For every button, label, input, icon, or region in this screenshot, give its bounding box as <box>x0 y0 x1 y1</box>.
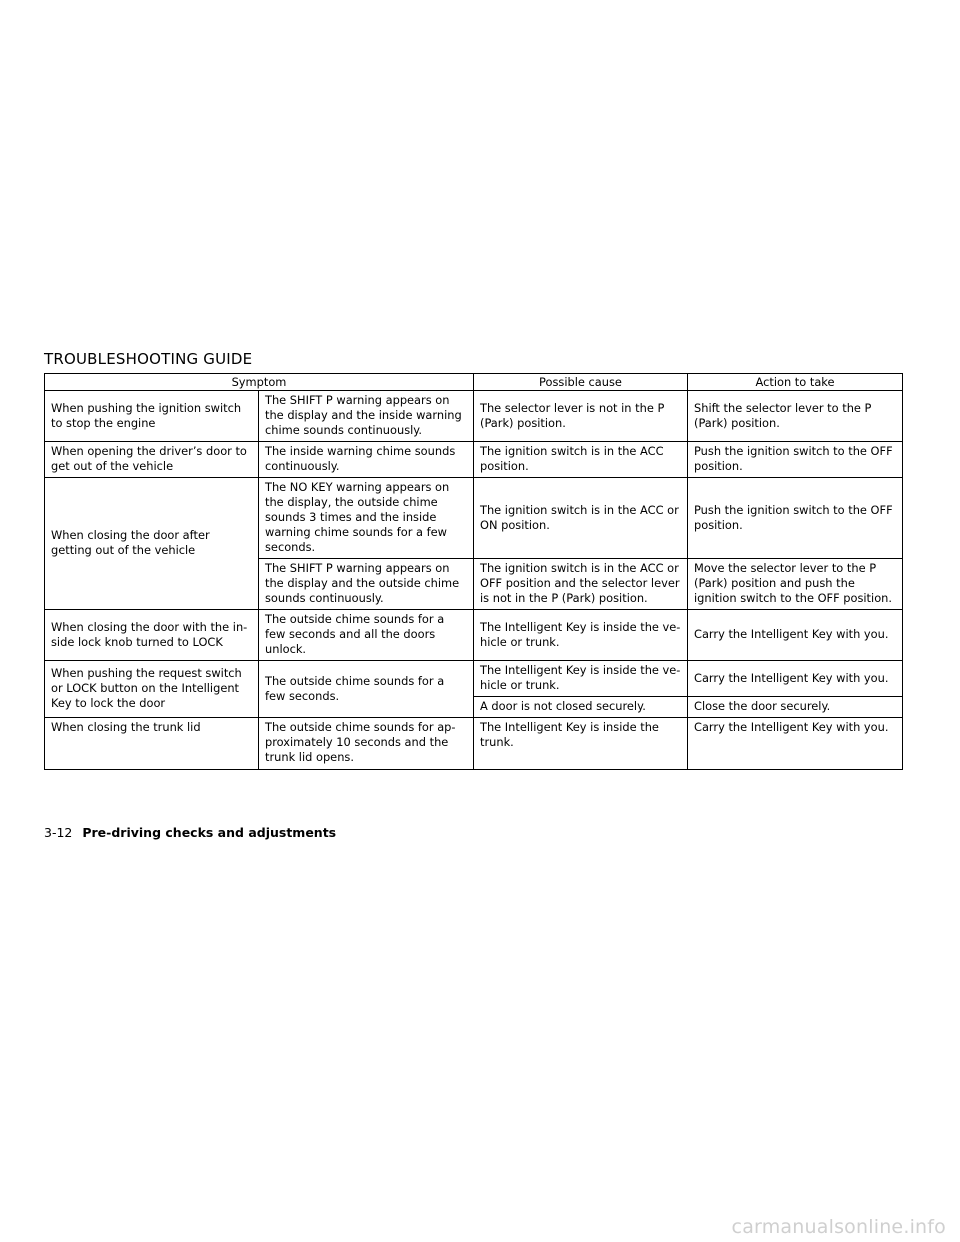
cause-cell: The selector lever is not in the P (Park) position. <box>474 391 688 442</box>
indication-cell: The NO KEY warning appears on the display, the outside chime sounds 3 times and the inside warning chime sounds for a few seconds. <box>259 478 474 559</box>
table-row <box>45 661 903 697</box>
indication-cell: The outside chime sounds for ap-proximately 10 seconds and the trunk lid opens. <box>259 718 474 770</box>
action-cell: Carry the Intelligent Key with you. <box>688 718 903 770</box>
table-row <box>45 391 903 442</box>
cause-cell: The Intelligent Key is inside the trunk. <box>474 718 688 770</box>
indication-cell: The inside warning chime sounds continuously. <box>259 442 474 478</box>
action-cell: Push the ignition switch to the OFF position. <box>688 478 903 559</box>
symptom-cell: When pushing the request switch or LOCK button on the Intelligent Key to lock the door <box>45 661 259 718</box>
action-cell: Move the selector lever to the P (Park) position and push the ignition switch to the OFF position. <box>688 559 903 610</box>
cause-cell: A door is not closed securely. <box>474 697 688 718</box>
action-cell: Carry the Intelligent Key with you. <box>688 610 903 661</box>
table-row <box>45 610 903 661</box>
page-number: 3-12 <box>44 825 73 840</box>
chapter-title: Pre-driving checks and adjustments <box>82 825 337 840</box>
table-row <box>45 718 903 770</box>
cause-cell: The ignition switch is in the ACC position. <box>474 442 688 478</box>
header-possible-cause: Possible cause <box>474 374 688 391</box>
cause-cell: The ignition switch is in the ACC or OFF position and the selector lever is not in the P (Park) position. <box>474 559 688 610</box>
cause-cell: The Intelligent Key is inside the ve-hicle or trunk. <box>474 661 688 697</box>
action-cell: Close the door securely. <box>688 697 903 718</box>
symptom-cell: When closing the trunk lid <box>45 718 259 770</box>
table-row <box>45 478 903 559</box>
indication-cell: The SHIFT P warning appears on the display and the inside warning chime sounds continuously. <box>259 391 474 442</box>
symptom-cell: When closing the door after getting out of the vehicle <box>45 478 259 610</box>
symptom-cell: When opening the driver’s door to get out of the vehicle <box>45 442 259 478</box>
symptom-cell: When closing the door with the in-side lock knob turned to LOCK <box>45 610 259 661</box>
troubleshooting-table <box>44 373 903 770</box>
cause-cell: The ignition switch is in the ACC or ON position. <box>474 478 688 559</box>
action-cell: Shift the selector lever to the P (Park) position. <box>688 391 903 442</box>
action-cell: Push the ignition switch to the OFF position. <box>688 442 903 478</box>
header-symptom: Symptom <box>45 374 474 391</box>
symptom-cell: When pushing the ignition switch to stop the engine <box>45 391 259 442</box>
header-action-to-take: Action to take <box>688 374 903 391</box>
table-header-row <box>45 374 903 391</box>
indication-cell: The SHIFT P warning appears on the display and the outside chime sounds continuously. <box>259 559 474 610</box>
indication-cell: The outside chime sounds for a few seconds. <box>259 661 474 718</box>
watermark: carmanualsonline.info <box>731 1216 946 1238</box>
cause-cell: The Intelligent Key is inside the ve-hicle or trunk. <box>474 610 688 661</box>
page-footer <box>44 825 336 841</box>
table-row <box>45 442 903 478</box>
action-cell: Carry the Intelligent Key with you. <box>688 661 903 697</box>
section-title: TROUBLESHOOTING GUIDE <box>44 350 253 368</box>
indication-cell: The outside chime sounds for a few seconds and all the doors unlock. <box>259 610 474 661</box>
